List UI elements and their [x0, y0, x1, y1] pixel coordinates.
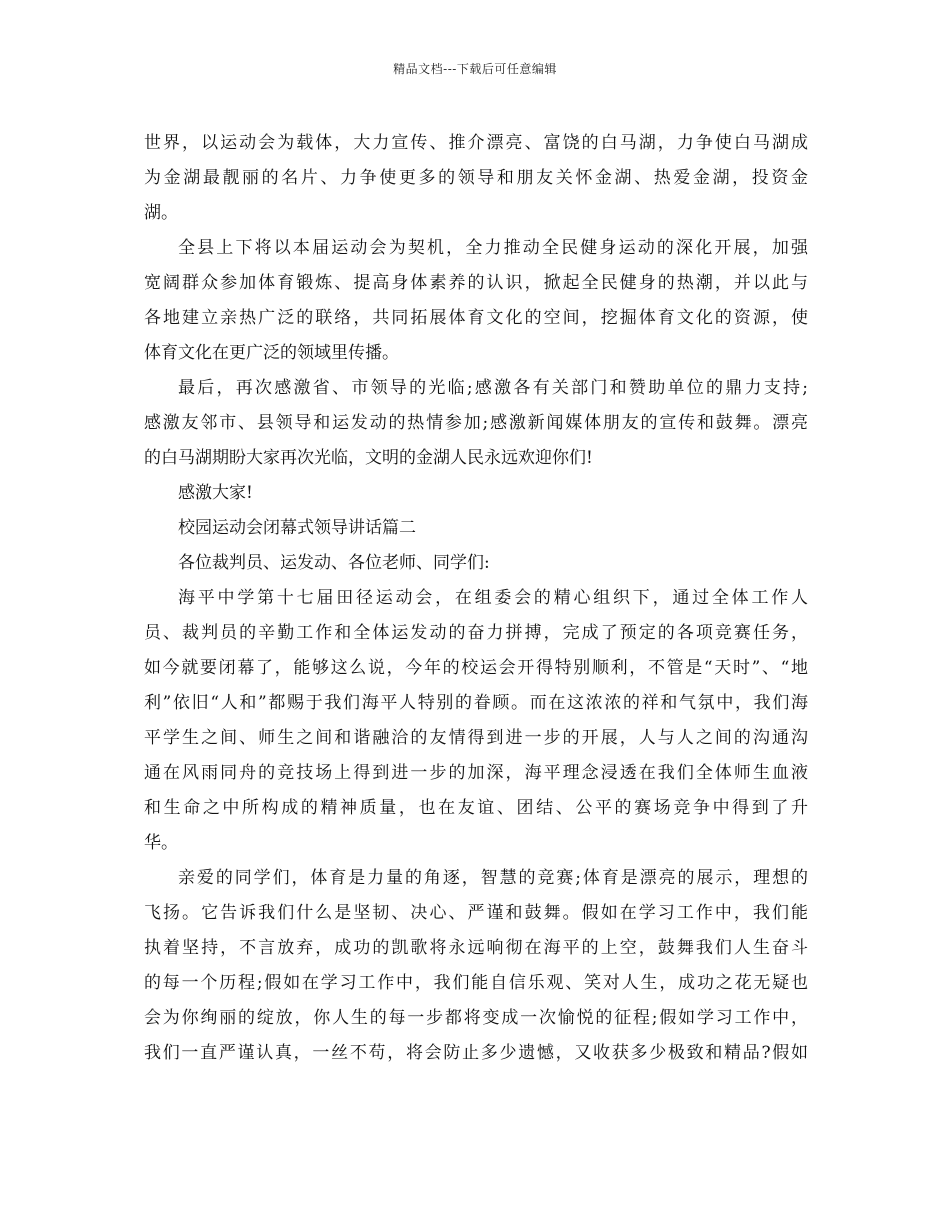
- text-line: 各位裁判员、运发动、各位老师、同学们:: [178, 553, 490, 573]
- text-line: 和生命之中所构成的精神质量，也在友谊、团结、公平的赛场竞争中得到了升: [144, 798, 808, 818]
- text-line: 华。: [144, 833, 178, 853]
- text-line: 执着坚持，不言放弃，成功的凯歌将永远响彻在海平的上空，鼓舞我们人生奋斗: [144, 938, 808, 958]
- text-line: 平学生之间、师生之间和谐融洽的友情得到进一步的开展，人与人之间的沟通沟: [144, 728, 808, 748]
- text-line: 我们一直严谨认真，一丝不苟，将会防止多少遗憾，又收获多少极致和精品?假如: [144, 1043, 808, 1063]
- text-line: 湖。: [144, 203, 178, 223]
- text-line: 校园运动会闭幕式领导讲话篇二: [178, 518, 416, 538]
- text-line: 宽阔群众参加体育锻炼、提高身体素养的认识，掀起全民健身的热潮，并以此与: [144, 273, 808, 293]
- text-line: 感激大家!: [178, 483, 253, 503]
- text-line: 各地建立亲热广泛的联络，共同拓展体育文化的空间，挖掘体育文化的资源，使: [144, 308, 808, 328]
- text-line: 体育文化在更广泛的领域里传播。: [144, 343, 399, 363]
- text-line: 利”依旧“人和”都赐于我们海平人特别的眷顾。而在这浓浓的祥和气氛中，我们海: [144, 693, 808, 713]
- text-line: 为金湖最靓丽的名片、力争使更多的领导和朋友关怀金湖、热爱金湖，投资金: [144, 168, 808, 188]
- text-line: 如今就要闭幕了，能够这么说，今年的校运会开得特别顺利，不管是“天时”、“地: [144, 658, 808, 678]
- text-line: 最后，再次感激省、市领导的光临;感激各有关部门和赞助单位的鼎力支持;: [178, 378, 808, 398]
- text-line: 感激友邻市、县领导和运发动的热情参加;感激新闻媒体朋友的宣传和鼓舞。漂亮: [144, 413, 808, 433]
- text-line: 的白马湖期盼大家再次光临，文明的金湖人民永远欢迎你们!: [144, 448, 593, 468]
- text-line: 飞扬。它告诉我们什么是坚韧、决心、严谨和鼓舞。假如在学习工作中，我们能: [144, 903, 808, 923]
- text-line: 全县上下将以本届运动会为契机，全力推动全民健身运动的深化开展，加强: [178, 238, 808, 258]
- page-header: 精品文档---下载后可任意编辑: [393, 62, 557, 76]
- text-line: 的每一个历程;假如在学习工作中，我们能自信乐观、笑对人生，成功之花无疑也: [144, 973, 808, 993]
- text-line: 世界，以运动会为载体，大力宣传、推介漂亮、富饶的白马湖，力争使白马湖成: [144, 133, 808, 153]
- text-line: 员、裁判员的辛勤工作和全体运发动的奋力拼搏，完成了预定的各项竞赛任务，: [144, 623, 808, 643]
- document-body: [144, 126, 808, 1071]
- text-line: 通在风雨同舟的竞技场上得到进一步的加深，海平理念浸透在我们全体师生血液: [144, 763, 808, 783]
- text-line: 会为你绚丽的绽放，你人生的每一步都将变成一次愉悦的征程;假如学习工作中，: [144, 1008, 808, 1028]
- text-line: 海平中学第十七届田径运动会，在组委会的精心组织下，通过全体工作人: [178, 588, 808, 608]
- text-line: 亲爱的同学们，体育是力量的角逐，智慧的竞赛;体育是漂亮的展示，理想的: [178, 868, 808, 888]
